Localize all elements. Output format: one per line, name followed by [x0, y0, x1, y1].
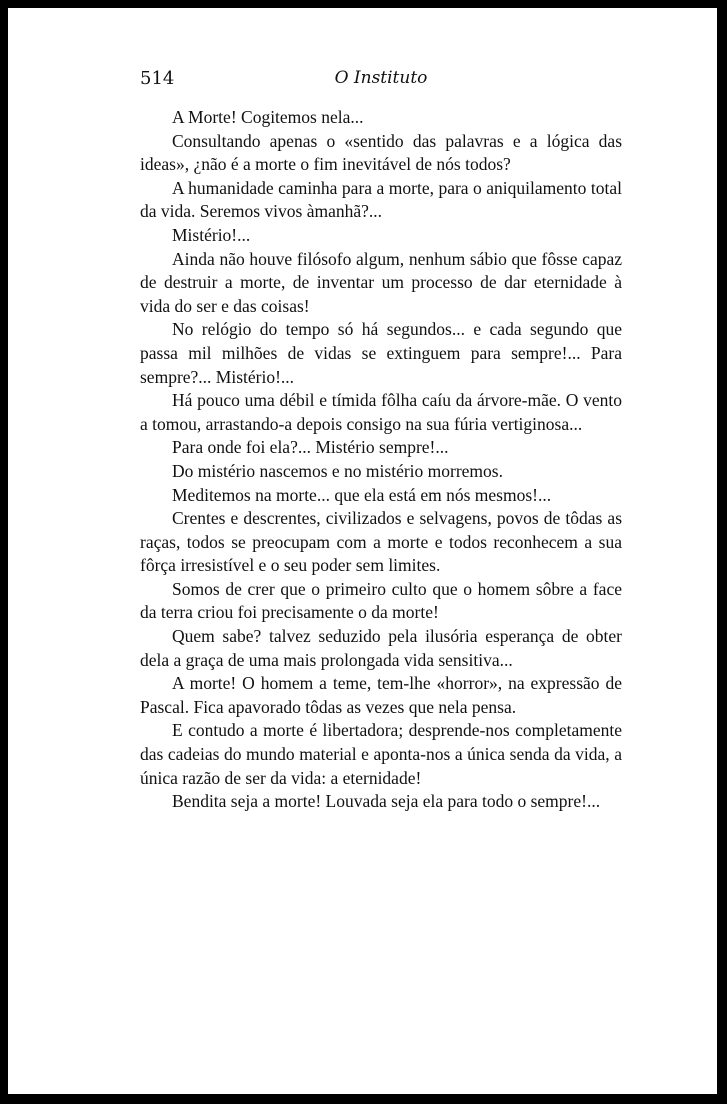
paragraph: A morte! O homem a teme, tem-lhe «horror», na expressão de Pascal. Fica apavorado tôdas as vezes que nela pensa.	[140, 673, 622, 717]
paragraph: Para onde foi ela?... Mistério sempre!...	[172, 437, 449, 458]
paragraph: Quem sabe? talvez seduzido pela ilusória esperança de obter dela a graça de uma mais prolongada vida sensitiva...	[140, 626, 622, 670]
paragraph: Meditemos na morte... que ela está em nós mesmos!...	[172, 484, 552, 505]
running-head	[140, 68, 622, 94]
paragraph: Há pouco uma débil e tímida fôlha caíu da árvore-mãe. O vento a tomou, arrastando-a depois consigo na sua fúria vertiginosa...	[140, 390, 622, 434]
paragraph: Ainda não houve filósofo algum, nenhum sábio que fôsse capaz de destruir a morte, de inventar um processo de dar eternidade à vida do ser e das coisas!	[140, 248, 622, 316]
paragraph: Somos de crer que o primeiro culto que o homem sôbre a face da terra criou foi precisamente o da morte!	[140, 578, 622, 623]
paragraph: A humanidade caminha para a morte, para o aniquilamento total da vida. Seremos vivos àmanhã?...	[140, 177, 622, 222]
paragraph: No relógio do tempo só há segundos... e cada segundo que passa mil milhões de vidas se extinguem para sempre!... Para sempre?... Mistério!...	[140, 319, 622, 387]
body-text	[140, 106, 622, 814]
paragraph: Consultando apenas o «sentido das palavras e a lógica das ideas», ¿não é a morte o fim inevitável de nós todos?	[140, 130, 622, 175]
paragraph: Crentes e descrentes, civilizados e selvagens, povos de tôdas as raças, todos se preocupam com a morte e todos reconhecem a sua fôrça irresistível e o seu poder sem limites.	[140, 508, 622, 576]
page	[8, 8, 717, 1094]
paragraph: E contudo a morte é libertadora; desprende-nos completamente das cadeias do mundo material e aponta-nos a única senda da vida, a única razão de ser da vida: a eternidade!	[140, 720, 622, 788]
page-number: 514	[140, 68, 175, 89]
paragraph: Mistério!...	[172, 224, 251, 245]
paragraph: A Morte! Cogitemos nela...	[172, 107, 364, 127]
paragraph: Bendita seja a morte! Louvada seja ela para todo o sempre!...	[172, 791, 601, 812]
journal-title: O Instituto	[334, 68, 428, 88]
paragraph: Do mistério nascemos e no mistério morremos.	[172, 460, 503, 481]
